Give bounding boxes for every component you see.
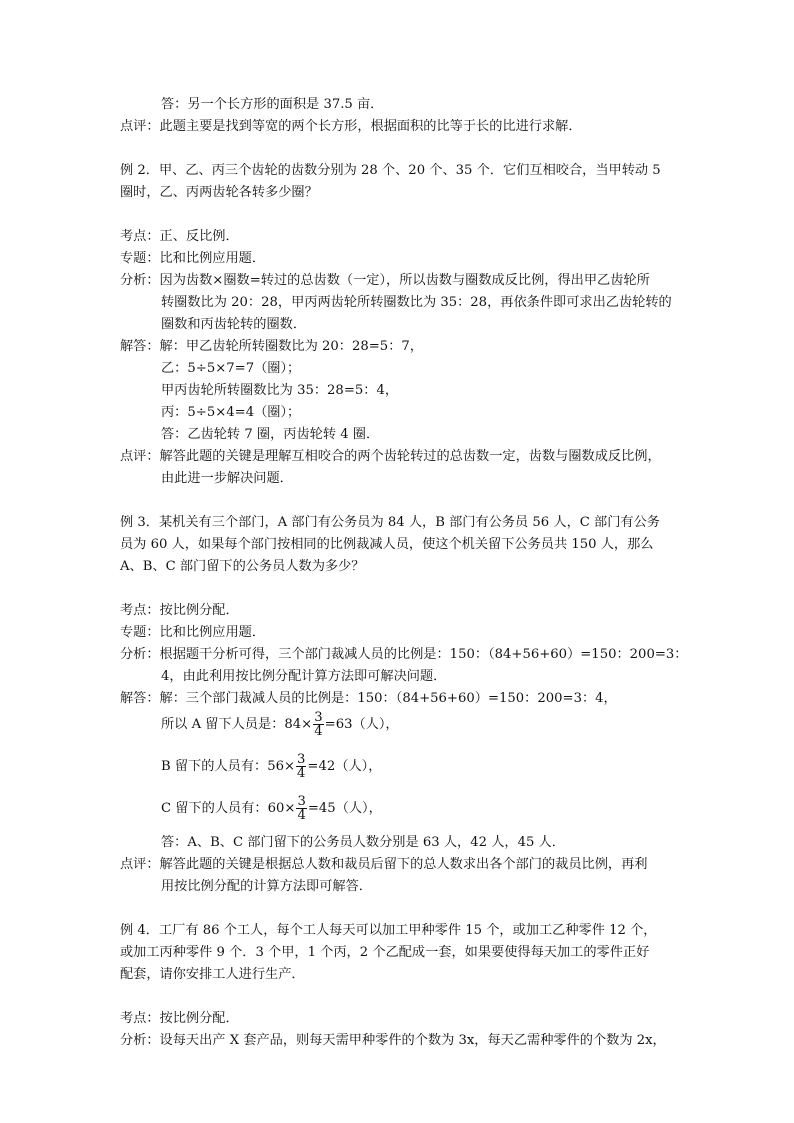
- fenxi-line: 4，由此利用按比例分配计算方法即可解决问题．: [161, 669, 447, 684]
- answer-line: 答：A、B、C 部门留下的公务员人数分别是 63 人，42 人，45 人．: [161, 835, 565, 850]
- jieda-line: 解答：解：三个部门裁减人员的比例是：150：（84+56+60）=150：200=3：4，: [120, 691, 617, 706]
- jieda-line: 乙：5÷5×7=7（圈）；: [161, 361, 301, 376]
- comment-line: 点评：此题主要是找到等宽的两个长方形，根据面积的比等于长的比进行求解．: [120, 119, 582, 134]
- question-line: 圈时，乙、丙两齿轮各转多少圈？: [120, 185, 318, 200]
- kaodian-line: 考点：正、反比例．: [120, 229, 239, 244]
- fenxi-line: 转圈数比为 20：28，甲丙两齿轮所转圈数比为 35：28，再依条件即可求出乙齿轮转的: [161, 295, 672, 310]
- kaodian-line: 考点：按比例分配．: [120, 1011, 239, 1026]
- jieda-line: 丙：5÷5×4=4（圈）；: [161, 405, 301, 420]
- fraction: $\frac{3}{4}$: [314, 710, 323, 739]
- zhuanti-line: 专题：比和比例应用题．: [120, 625, 266, 640]
- question-line: 配套，请你安排工人进行生产．: [120, 967, 305, 982]
- fenxi-line: 圈数和丙齿轮转的圈数．: [161, 317, 307, 332]
- jieda-line: 甲丙齿轮所转圈数比为 35：28=5：4，: [161, 383, 399, 398]
- question-line: 员为 60 人，如果每个部门按相同的比例裁减人员，使这个机关留下公务员共 150 人，那么: [120, 537, 654, 552]
- jieda-line: 解答：解：甲乙齿轮所转圈数比为 20：28=5：7，: [120, 339, 423, 354]
- question-line: 例 4．工厂有 86 个工人，每个工人每天可以加工甲种零件 15 个，或加工乙种零件 12 个，: [120, 923, 657, 938]
- kaodian-line: 考点：按比例分配．: [120, 603, 239, 618]
- fraction: $\frac{3}{4}$: [297, 752, 306, 781]
- question-line: 或加工丙种零件 9 个．3 个甲，1 个丙，2 个乙配成一套，如果要使得每天加工的零件正好: [120, 945, 650, 960]
- calc-line-a: 所以 A 留下人员是：84× $\frac{3}{4}$ =63（人），: [161, 710, 399, 739]
- dianping-line: 点评：解答此题的关键是理解互相咬合的两个齿轮转过的总齿数一定，齿数与圈数成反比例，: [120, 449, 661, 464]
- fraction: $\frac{3}{4}$: [297, 794, 306, 823]
- calc-line-b: B 留下的人员有：56× $\frac{3}{4}$ =42（人），: [161, 752, 382, 781]
- fenxi-line: 分析：根据题干分析可得，三个部门裁减人员的比例是：150：（84+56+60）=150：200=3：: [120, 647, 688, 662]
- dianping-line: 用按比例分配的计算方法即可解答．: [161, 879, 372, 894]
- question-line: 例 2．甲、乙、丙三个齿轮的齿数分别为 28 个、20 个、35 个．它们互相咬合，当甲转动 5: [120, 163, 661, 178]
- dianping-line: 点评：解答此题的关键是根据总人数和裁员后留下的总人数求出各个部门的裁员比例，再利: [120, 857, 648, 872]
- answer-line: 答：另一个长方形的面积是 37.5 亩．: [161, 97, 384, 112]
- calc-line-c: C 留下的人员有：60× $\frac{3}{4}$ =45（人），: [161, 794, 382, 823]
- fenxi-line: 分析：设每天出产 X 套产品，则每天需甲种零件的个数为 3x，每天乙需种零件的个数为 2x，: [120, 1033, 666, 1048]
- dianping-line: 由此进一步解决问题．: [161, 471, 293, 486]
- question-line: 例 3．某机关有三个部门，A 部门有公务员为 84 人，B 部门有公务员 56 人，C 部门有公务: [120, 515, 660, 530]
- fenxi-line: 分析：因为齿数×圈数=转过的总齿数（一定），所以齿数与圈数成反比例，得出甲乙齿轮所: [120, 273, 650, 288]
- question-line: A、B、C 部门留下的公务员人数为多少？: [120, 559, 365, 574]
- zhuanti-line: 专题：比和比例应用题．: [120, 251, 266, 266]
- answer-line: 答：乙齿轮转 7 圈，丙齿轮转 4 圈．: [161, 427, 380, 442]
